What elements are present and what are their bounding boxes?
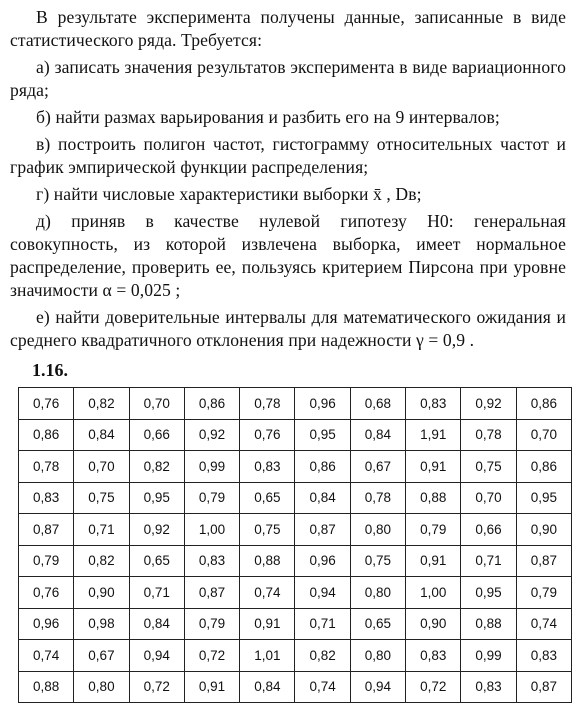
table-cell: 0,91 [406, 451, 461, 483]
data-table [18, 387, 572, 703]
table-cell: 0,74 [19, 640, 74, 672]
table-cell: 0,80 [350, 577, 405, 609]
table-cell: 0,83 [406, 640, 461, 672]
task-g: г) найти числовые характеристики выборки x̄ , Dв; [36, 184, 422, 204]
table-cell: 0,78 [19, 451, 74, 483]
table-cell: 0,84 [295, 482, 350, 514]
table-cell: 0,70 [516, 419, 571, 451]
task-b: б) найти размах варьирования и разбить его на 9 интервалов; [36, 107, 500, 127]
table-cell: 0,71 [74, 514, 129, 546]
table-cell: 0,88 [461, 608, 516, 640]
table-cell: 0,96 [295, 545, 350, 577]
table-cell: 0,96 [19, 608, 74, 640]
table-cell: 0,88 [240, 545, 295, 577]
table-cell: 0,86 [516, 451, 571, 483]
table-cell: 0,95 [516, 482, 571, 514]
table-cell: 0,94 [350, 671, 405, 703]
table-cell: 0,92 [129, 514, 184, 546]
table-cell: 0,75 [74, 482, 129, 514]
table-cell: 0,70 [129, 388, 184, 420]
table-cell: 0,83 [516, 640, 571, 672]
problem-number: 1.16. [32, 360, 68, 380]
table-cell: 0,78 [240, 388, 295, 420]
table-cell: 1,01 [240, 640, 295, 672]
table-row [19, 482, 572, 514]
table-cell: 0,78 [350, 482, 405, 514]
table-cell: 0,82 [295, 640, 350, 672]
task-a: а) записать значения результатов эксперимента в виде вариационного ряда; [10, 57, 566, 100]
table-cell: 0,84 [350, 419, 405, 451]
table-cell: 0,79 [184, 482, 239, 514]
table-cell: 0,67 [350, 451, 405, 483]
table-cell: 0,84 [240, 671, 295, 703]
table-cell: 0,80 [350, 514, 405, 546]
table-cell: 0,70 [461, 482, 516, 514]
table-cell: 0,83 [461, 671, 516, 703]
table-row [19, 577, 572, 609]
table-row [19, 451, 572, 483]
table-cell: 0,87 [516, 671, 571, 703]
table-cell: 0,83 [240, 451, 295, 483]
table-cell: 0,91 [240, 608, 295, 640]
table-row [19, 671, 572, 703]
table-cell: 0,87 [19, 514, 74, 546]
table-cell: 0,79 [184, 608, 239, 640]
table-cell: 0,75 [350, 545, 405, 577]
table-cell: 0,71 [461, 545, 516, 577]
table-cell: 0,84 [129, 608, 184, 640]
table-cell: 0,65 [240, 482, 295, 514]
task-e: е) найти доверительные интервалы для математического ожидания и среднего квадратичного отклонения при надежности γ = 0,9 . [10, 307, 566, 350]
table-cell: 0,92 [184, 419, 239, 451]
table-cell: 0,65 [129, 545, 184, 577]
table-cell: 1,00 [184, 514, 239, 546]
table-cell: 0,87 [295, 514, 350, 546]
table-cell: 0,67 [74, 640, 129, 672]
table-cell: 0,70 [74, 451, 129, 483]
intro-text: В результате эксперимента получены данные, записанные в виде статистического ряда. Требуется: [10, 7, 566, 50]
table-cell: 0,80 [350, 640, 405, 672]
table-cell: 0,83 [406, 388, 461, 420]
table-cell: 0,76 [240, 419, 295, 451]
table-cell: 0,72 [184, 640, 239, 672]
table-cell: 0,98 [74, 608, 129, 640]
table-cell: 0,99 [184, 451, 239, 483]
table-cell: 0,74 [295, 671, 350, 703]
table-cell: 0,74 [516, 608, 571, 640]
table-cell: 1,00 [406, 577, 461, 609]
table-cell: 0,66 [129, 419, 184, 451]
table-cell: 0,88 [19, 671, 74, 703]
table-cell: 0,95 [129, 482, 184, 514]
table-row [19, 608, 572, 640]
table-cell: 0,65 [350, 608, 405, 640]
table-cell: 0,80 [74, 671, 129, 703]
table-cell: 0,94 [295, 577, 350, 609]
table-cell: 0,94 [129, 640, 184, 672]
table-row [19, 545, 572, 577]
table-cell: 0,68 [350, 388, 405, 420]
table-cell: 0,86 [19, 419, 74, 451]
task-d: д) приняв в качестве нулевой гипотезу H0: генеральная совокупность, из которой извлечена выборка, имеет нормальное распределение, проверить ее, пользуясь критерием Пирсона при уровне значимости α = 0,025 ; [10, 211, 566, 300]
table-cell: 0,90 [406, 608, 461, 640]
table-row [19, 388, 572, 420]
table-cell: 0,91 [406, 545, 461, 577]
task-v: в) построить полигон частот, гистограмму относительных частот и график эмпирической функции распределения; [10, 134, 566, 177]
table-cell: 0,83 [19, 482, 74, 514]
table-cell: 0,92 [461, 388, 516, 420]
table-cell: 0,96 [295, 388, 350, 420]
table-cell: 0,99 [461, 640, 516, 672]
table-cell: 0,76 [19, 388, 74, 420]
table-cell: 0,83 [184, 545, 239, 577]
table-cell: 0,95 [461, 577, 516, 609]
table-cell: 0,86 [516, 388, 571, 420]
table-cell: 0,86 [295, 451, 350, 483]
table-cell: 0,72 [129, 671, 184, 703]
table-cell: 0,84 [74, 419, 129, 451]
table-cell: 0,82 [129, 451, 184, 483]
table-cell: 0,87 [184, 577, 239, 609]
table-cell: 0,66 [461, 514, 516, 546]
table-cell: 0,86 [184, 388, 239, 420]
table-cell: 0,78 [461, 419, 516, 451]
table-cell: 1,91 [406, 419, 461, 451]
table-cell: 0,79 [19, 545, 74, 577]
table-cell: 0,90 [516, 514, 571, 546]
table-cell: 0,82 [74, 545, 129, 577]
table-cell: 0,75 [461, 451, 516, 483]
table-row [19, 419, 572, 451]
table-cell: 0,91 [184, 671, 239, 703]
table-row [19, 640, 572, 672]
table-cell: 0,74 [240, 577, 295, 609]
table-cell: 0,79 [516, 577, 571, 609]
table-cell: 0,95 [295, 419, 350, 451]
table-cell: 0,71 [295, 608, 350, 640]
table-cell: 0,88 [406, 482, 461, 514]
table-cell: 0,79 [406, 514, 461, 546]
table-cell: 0,90 [74, 577, 129, 609]
table-cell: 0,75 [240, 514, 295, 546]
table-cell: 0,87 [516, 545, 571, 577]
table-row [19, 514, 572, 546]
table-cell: 0,71 [129, 577, 184, 609]
table-cell: 0,72 [406, 671, 461, 703]
table-cell: 0,82 [74, 388, 129, 420]
table-cell: 0,76 [19, 577, 74, 609]
